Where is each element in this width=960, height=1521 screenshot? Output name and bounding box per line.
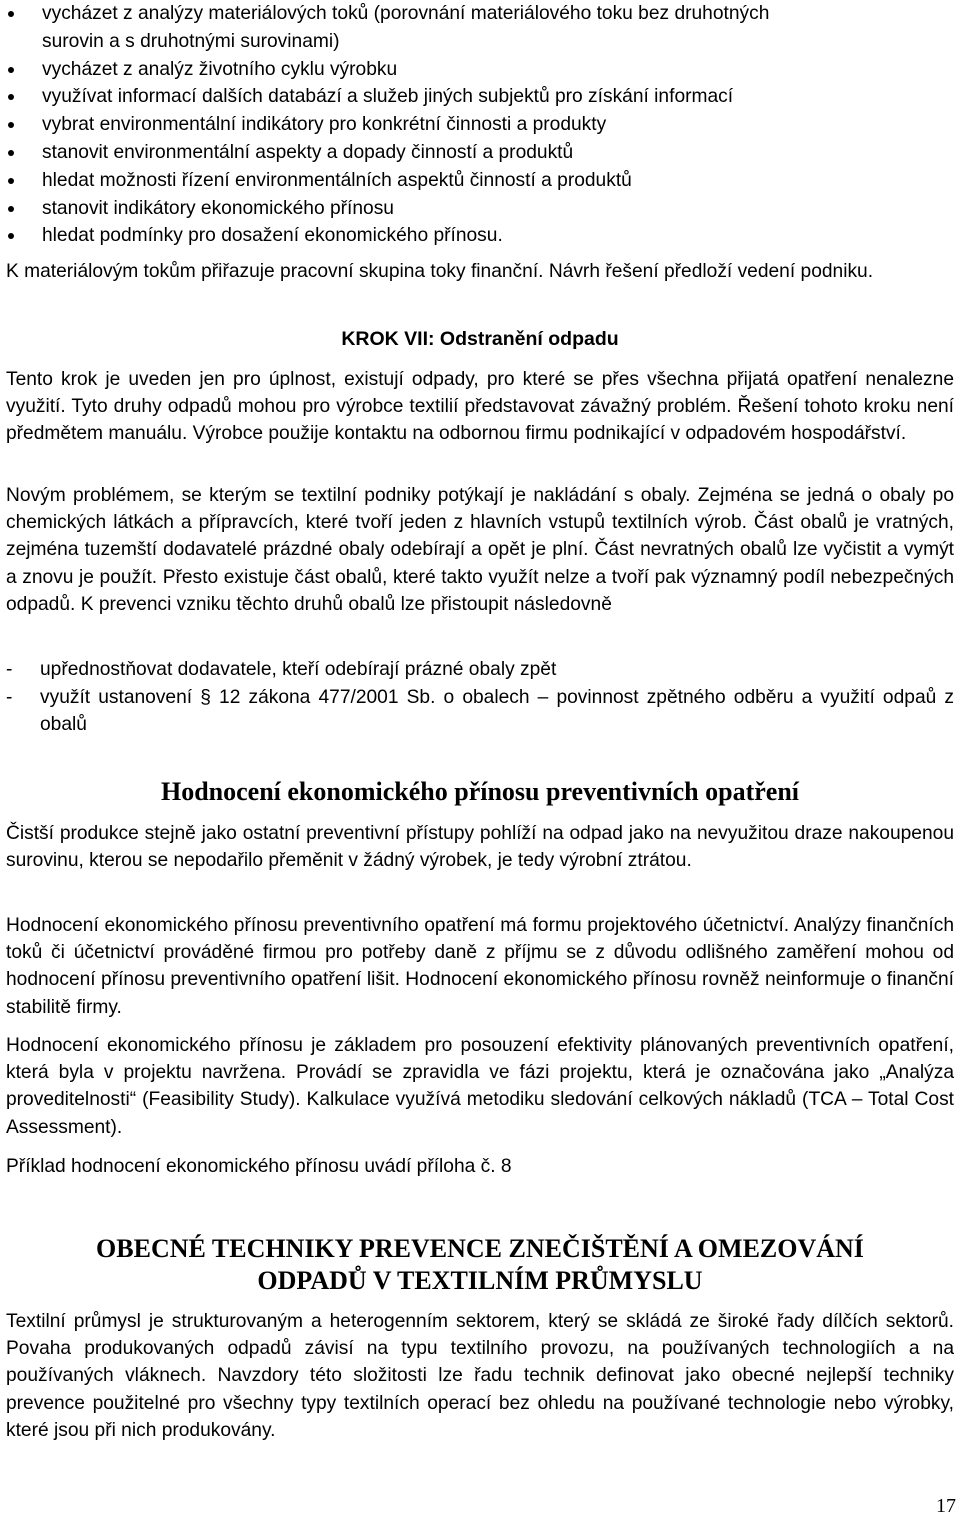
dash-marker: - — [6, 659, 13, 680]
list-item: surovin a s druhotnými surovinami) — [42, 30, 340, 52]
list-item: vycházet z analýzy materiálových toků (porovnání materiálového toku bez druhotných — [6, 0, 954, 28]
list-item: hledat možnosti řízení environmentálních aspektů činností a produktů — [6, 167, 954, 195]
dash-list — [6, 656, 954, 739]
list-item: - využít ustanovení § 12 zákona 477/2001 Sb. o obalech – povinnost zpětného odběru a využití odpaů z obalů — [6, 684, 954, 739]
list-item: využívat informací dalších databází a služeb jiných subjektů pro získání informací — [6, 83, 954, 111]
list-item: stanovit environmentální aspekty a dopady činností a produktů — [6, 139, 954, 167]
paragraph-textile-industry: Textilní průmysl je strukturovaným a heterogenním sektorem, který se skládá ze široké řady dílčích sektorů. Povaha produkovaných odpadů závisí na typu textilního provozu, na používaných technologiích a na používaných vláknech. Navzdory této složitosti lze řadu technik definovat jako obecné nejlepší techniky prevence použitelné pro všechny typy textilních operací bez ohledu na používané technologie nebo výrobky, které jsou při nich produkovány. — [6, 1311, 954, 1441]
bullet-icon — [8, 206, 14, 212]
bullet-icon — [8, 67, 14, 73]
bullet-list — [6, 0, 954, 250]
paragraph-krok-vii: Tento krok je uveden jen pro úplnost, existují odpady, pro které se přes všechna přijatá opatření nenalezne využití. Tyto druhy odpadů mohou pro výrobce textilií představovat závažný problém. Řešení tohoto kroku není předmětem manuálu. Výrobce použije kontaktu na odbornou firmu podnikající v odpadovém hospodářství. — [6, 369, 954, 445]
list-item: - upřednostňovat dodavatele, kteří odebírají prázné obaly zpět — [6, 656, 954, 684]
paragraph-feasibility: Hodnocení ekonomického přínosu je základem pro posouzení efektivity plánovaných preventivních opatření, která byla v projektu navržena. Provádí se zpravidla ve fázi projektu, která je označována jako „Analýza proveditelnosti“ (Feasibility Study). Kalkulace využívá metodiku sledování celkových nákladů (TCA – Total Cost Assessment). — [6, 1035, 954, 1138]
dash-marker: - — [6, 686, 13, 708]
section-heading-krok-vii: KROK VII: Odstranění odpadu — [341, 328, 619, 350]
section-heading-economic-benefit: Hodnocení ekonomického přínosu preventivních opatření — [160, 777, 800, 806]
chapter-heading-line-2: ODPADŮ V TEXTILNÍM PRŮMYSLU — [257, 1266, 703, 1295]
bullet-icon — [8, 233, 14, 239]
bullet-icon — [8, 122, 14, 128]
chapter-heading-line-1: OBECNÉ TECHNIKY PREVENCE ZNEČIŠTĚNÍ A OMEZOVÁNÍ — [96, 1234, 864, 1263]
paragraph-material-flow: K materiálovým tokům přiřazuje pracovní skupina toky finanční. Návrh řešení předloží vedení podniku. — [6, 261, 874, 282]
paragraph-cleaner-production: Čistší produkce stejně jako ostatní preventivní přístupy pohlíží na odpad jako na nevyužitou draze nakoupenou surovinu, kterou se nepodařilo přeměnit v žádný výrobek, je tedy výrobní ztrátou. — [6, 823, 954, 872]
paragraph-packaging: Novým problémem, se kterým se textilní podniky potýkají je nakládání s obaly. Zejména se jedná o obaly po chemických látkách a přípravcích, které tvoří jeden z hlavních vstupů textilních výrob. Část obalů je vratných, zejména tuzemští dodavatelé prázdné obaly odebírají a opět je plní. Část nevratných obalů lze vyčistit a vymýt a znovu je použít. Přesto existuje část obalů, které takto využít nelze a tvoří pak významný podíl nebezpečných odpadů. K prevenci vzniku těchto druhů obalů lze přistoupit následovně — [6, 485, 954, 615]
page-number: 17 — [936, 1495, 956, 1517]
list-item: stanovit indikátory ekonomického přínosu — [6, 195, 954, 223]
list-item: vycházet z analýz životního cyklu výrobku — [6, 56, 954, 84]
paragraph-project-accounting: Hodnocení ekonomického přínosu preventivního opatření má formu projektového účetnictví. Analýzy finančních toků či účetnictví prováděné firmou pro potřeby daně z příjmu se z důvodu odlišného zaměření mohou od hodnocení přínosu preventivního opatření lišit. Hodnocení ekonomického přínosu rovněž neinformuje o finanční stabilitě firmy. — [6, 915, 954, 1018]
paragraph-example: Příklad hodnocení ekonomického přínosu uvádí příloha č. 8 — [6, 1156, 512, 1177]
bullet-icon — [8, 178, 14, 184]
bullet-icon — [8, 11, 14, 17]
list-item: hledat podmínky pro dosažení ekonomického přínosu. — [6, 222, 954, 250]
bullet-icon — [8, 94, 14, 100]
bullet-icon — [8, 150, 14, 156]
list-item: vybrat environmentální indikátory pro konkrétní činnosti a produkty — [6, 111, 954, 139]
